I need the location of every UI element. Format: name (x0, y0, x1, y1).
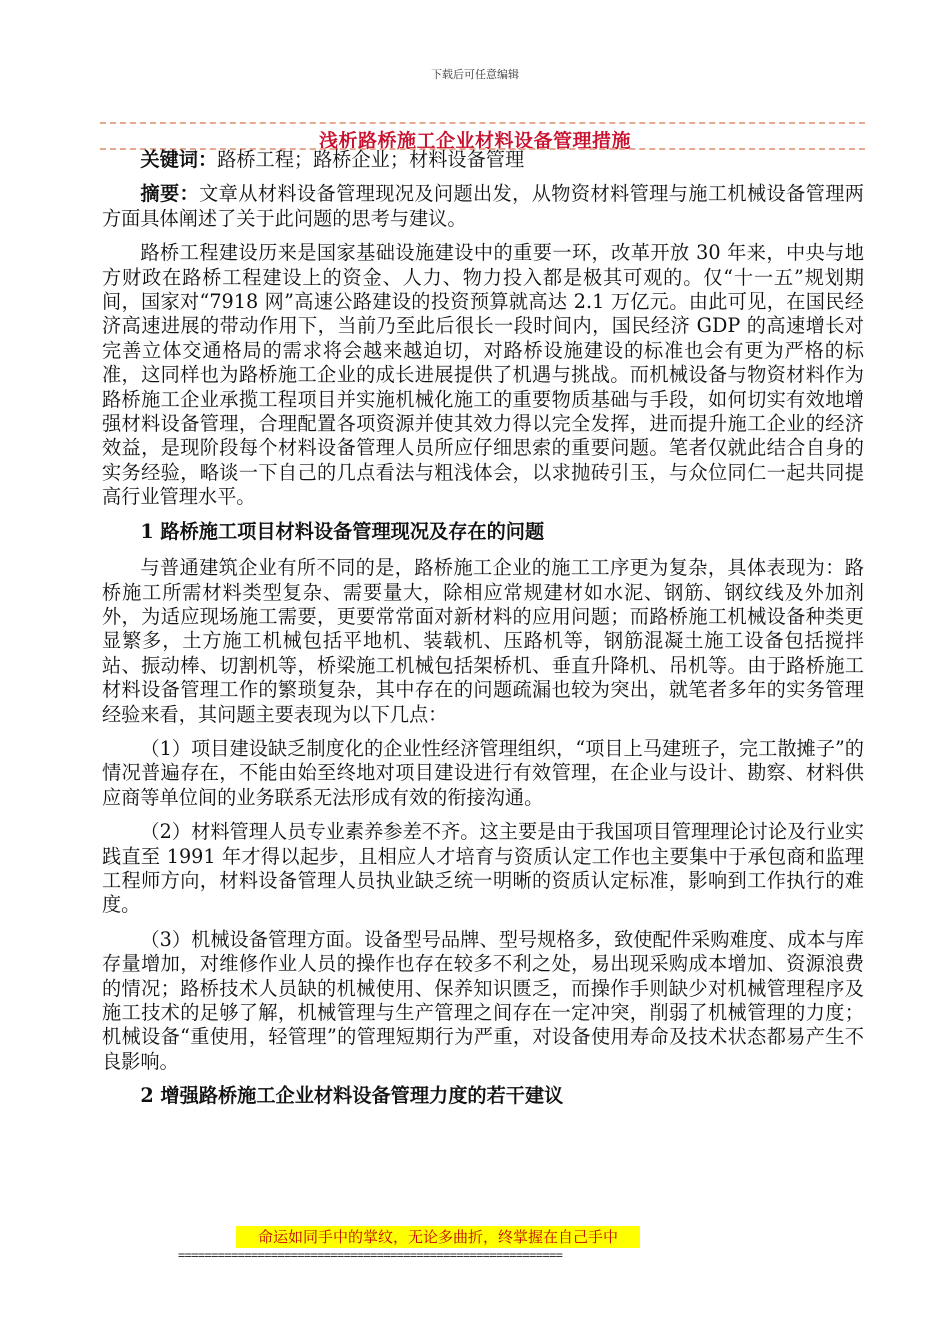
section-1-paragraph: 与普通建筑企业有所不同的是，路桥施工企业的施工工序更为复杂，具体表现为：路桥施工所需材料类型复杂、需要量大，除相应常规建材如水泥、钢筋、钢纹线及外加剂外，为适应现场施工需要，更要常常面对新材料的应用问题；而路桥施工机械设备种类更显繁多，土方施工机械包括平地机、装载机、压路机等，钢筋混凝土施工设备包括搅拌站、振动棒、切割机等，桥梁施工机械包括架桥机、垂直升降机、吊机等。由于路桥施工材料设备管理工作的繁琐复杂，其中存在的问题疏漏也较为突出，就笔者多年的实务管理经验来看，其问题主要表现为以下几点： (102, 556, 864, 726)
footer-double-rule: ========================================================== (178, 1248, 563, 1262)
keywords-text: 路桥工程；路桥企业；材料设备管理 (217, 148, 525, 171)
abstract-label: 摘要： (140, 182, 200, 206)
problem-item-2: （2）材料管理人员专业素养参差不齐。这主要是由于我国项目管理理论讨论及行业实践直至 1991 年才得以起步，且相应人才培育与资质认定工作也主要集中于承包商和监理工程师方向，材料设备管理人员执业缺乏统一明晰的资质认定标准，影响到工作执行的难度。 (102, 820, 864, 917)
keywords-label: 关键词： (140, 148, 218, 171)
abstract-paragraph (102, 182, 864, 231)
keywords-line (102, 148, 864, 172)
abstract-text: 文章从材料设备管理现况及问题出发，从物资材料管理与施工机械设备管理两方面具体阐述了关于此问题的思考与建议。 (102, 182, 864, 230)
document-title: 浅析路桥施工企业材料设备管理措施 (318, 130, 631, 152)
header-note: 下载后可任意编辑 (431, 68, 519, 81)
problem-item-1: （1）项目建设缺乏制度化的企业性经济管理组织，“项目上马建班子，完工散摊子”的情况普遍存在，不能由始至终地对项目建设进行有效管理，在企业与设计、勘察、材料供应商等单位间的业务联系无法形成有效的衔接沟通。 (102, 736, 864, 809)
title-top-dashed-rule (100, 122, 865, 124)
intro-paragraph: 路桥工程建设历来是国家基础设施建设中的重要一环，改革开放 30 年来，中央与地方财政在路桥工程建设上的资金、人力、物力投入都是极其可观的。仅“十一五”规划期间，国家对“7918 网”高速公路建设的投资预算就高达 2.1 万亿元。由此可见，在国民经济高速进展的带动作用下，当前乃至此后很长一段时间内，国民经济 GDP 的高速增长对完善立体交通格局的需求将会越来越迫切，对路桥设施建设的标准也会有更为严格的标准，这同样也为路桥施工企业的成长进展提供了机遇与挑战。而机械设备与物资材料作为路桥施工企业承揽工程项目并实施机械化施工的重要物质基础与手段，如何切实有效地增强材料设备管理，合理配置各项资源并使其效力得以完全发挥，进而提升施工企业的经济效益，是现阶段每个材料设备管理人员所应仔细思索的重要问题。笔者仅就此结合自身的实务经验，略谈一下自己的几点看法与粗浅体会，以求抛砖引玉，与众位同仁一起共同提高行业管理水平。 (102, 241, 864, 509)
footer-motto: 命运如同手中的掌纹，无论多曲折，终掌握在自己手中 (236, 1226, 640, 1248)
section-2-heading: 2 增强路桥施工企业材料设备管理力度的若干建议 (140, 1084, 564, 1108)
problem-item-3: （3）机械设备管理方面。设备型号品牌、型号规格多，致使配件采购难度、成本与库存量增加，对维修作业人员的操作也存在较多不利之处，易出现采购成本增加、资源浪费的情况；路桥技术人员缺的机械使用、保养知识匮乏，而操作手则缺少对机械管理程序及施工技术的足够了解，机械管理与生产管理之间存在一定冲突，削弱了机械管理的力度；机械设备“重使用，轻管理”的管理短期行为严重，对设备使用寿命及技术状态都易产生不良影响。 (102, 927, 864, 1073)
section-1-heading: 1 路桥施工项目材料设备管理现况及存在的问题 (140, 519, 545, 543)
document-body (102, 148, 864, 1121)
